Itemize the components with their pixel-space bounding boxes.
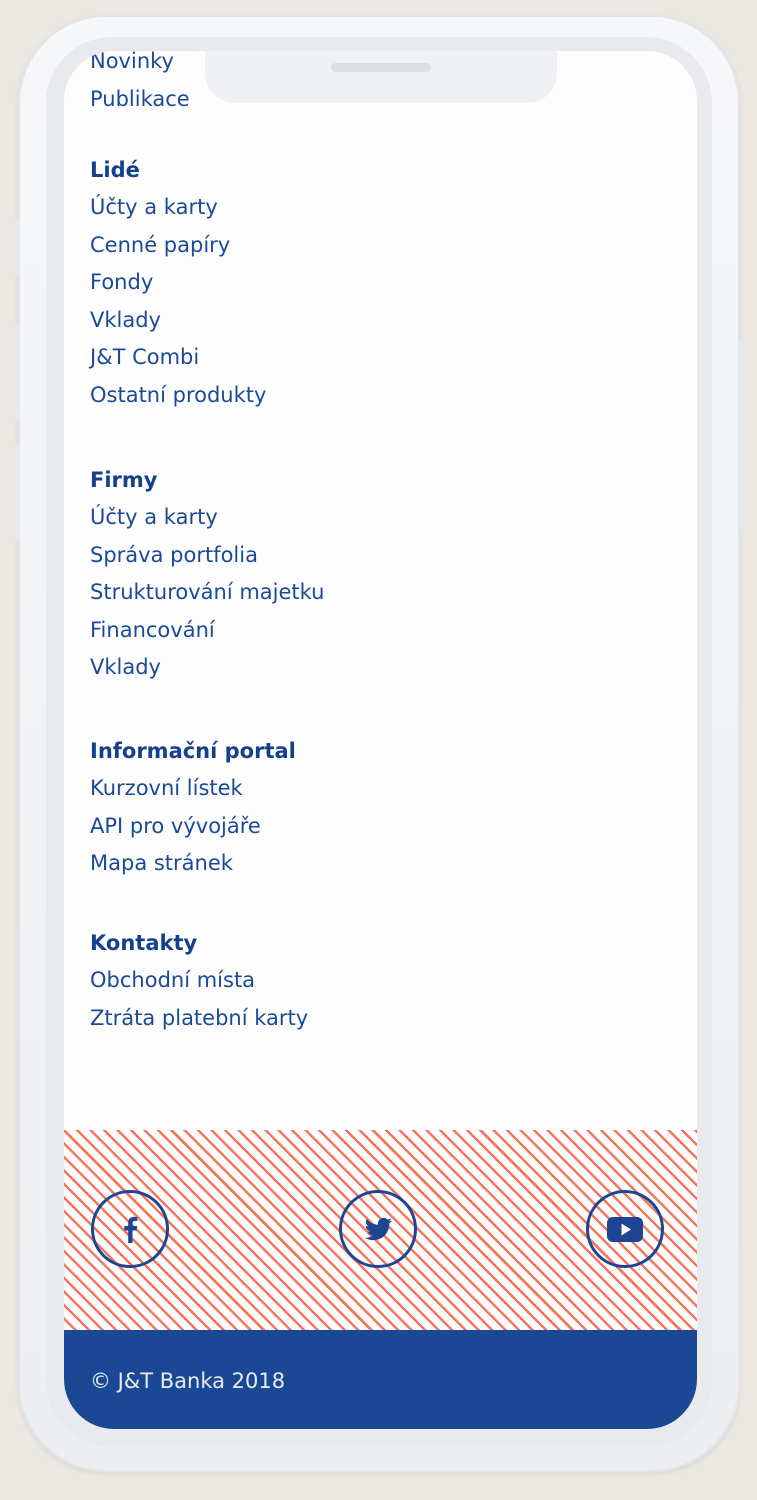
- menu-link[interactable]: Cenné papíry: [90, 232, 231, 257]
- menu-link[interactable]: Správa portfolia: [90, 542, 258, 567]
- phone-volume-down: [14, 445, 20, 540]
- social-links-band: [64, 1130, 697, 1330]
- facebook-icon: [110, 1209, 150, 1249]
- facebook-link[interactable]: [91, 1190, 169, 1268]
- phone-mute-switch: [14, 220, 20, 275]
- phone-speaker: [331, 63, 431, 72]
- phone-power-button: [739, 340, 745, 530]
- menu-section-lide: [90, 152, 650, 415]
- youtube-icon: [603, 1209, 647, 1249]
- twitter-icon: [358, 1209, 398, 1249]
- menu-link[interactable]: Ostatní produkty: [90, 382, 267, 407]
- site-footer: [64, 1330, 697, 1429]
- section-heading[interactable]: Kontakty: [90, 931, 198, 955]
- twitter-link[interactable]: [339, 1190, 417, 1268]
- menu-link[interactable]: J&T Combi: [90, 345, 200, 370]
- menu-section-kontakty: [90, 925, 650, 1037]
- phone-volume-up: [14, 325, 20, 420]
- menu-link[interactable]: Vklady: [90, 307, 161, 332]
- menu-link[interactable]: Mapa stránek: [90, 851, 233, 876]
- menu-link-novinky[interactable]: Novinky: [90, 51, 174, 73]
- phone-notch: [205, 51, 557, 103]
- copyright-text: © J&T Banka 2018: [90, 1369, 286, 1393]
- menu-link[interactable]: Kurzovní lístek: [90, 776, 243, 800]
- menu-link[interactable]: Ztráta platební karty: [90, 1005, 309, 1030]
- menu-link[interactable]: Financování: [90, 617, 215, 642]
- menu-link-publikace[interactable]: Publikace: [90, 86, 190, 111]
- menu-link[interactable]: Obchodní místa: [90, 968, 256, 992]
- youtube-link[interactable]: [586, 1190, 664, 1268]
- menu-link[interactable]: Účty a karty: [90, 505, 218, 529]
- phone-screen: [64, 51, 697, 1429]
- section-heading[interactable]: Firmy: [90, 468, 158, 492]
- menu-link[interactable]: API pro vývojáře: [90, 813, 261, 838]
- menu-section-informacni-portal: [90, 733, 650, 883]
- menu-section-firmy: [90, 462, 650, 687]
- menu-link[interactable]: Strukturování majetku: [90, 580, 325, 605]
- section-heading[interactable]: Informační portal: [90, 739, 296, 763]
- menu-link[interactable]: Vklady: [90, 655, 161, 680]
- menu-link[interactable]: Účty a karty: [90, 195, 218, 219]
- section-heading[interactable]: Lidé: [90, 158, 140, 182]
- menu-link[interactable]: Fondy: [90, 270, 154, 295]
